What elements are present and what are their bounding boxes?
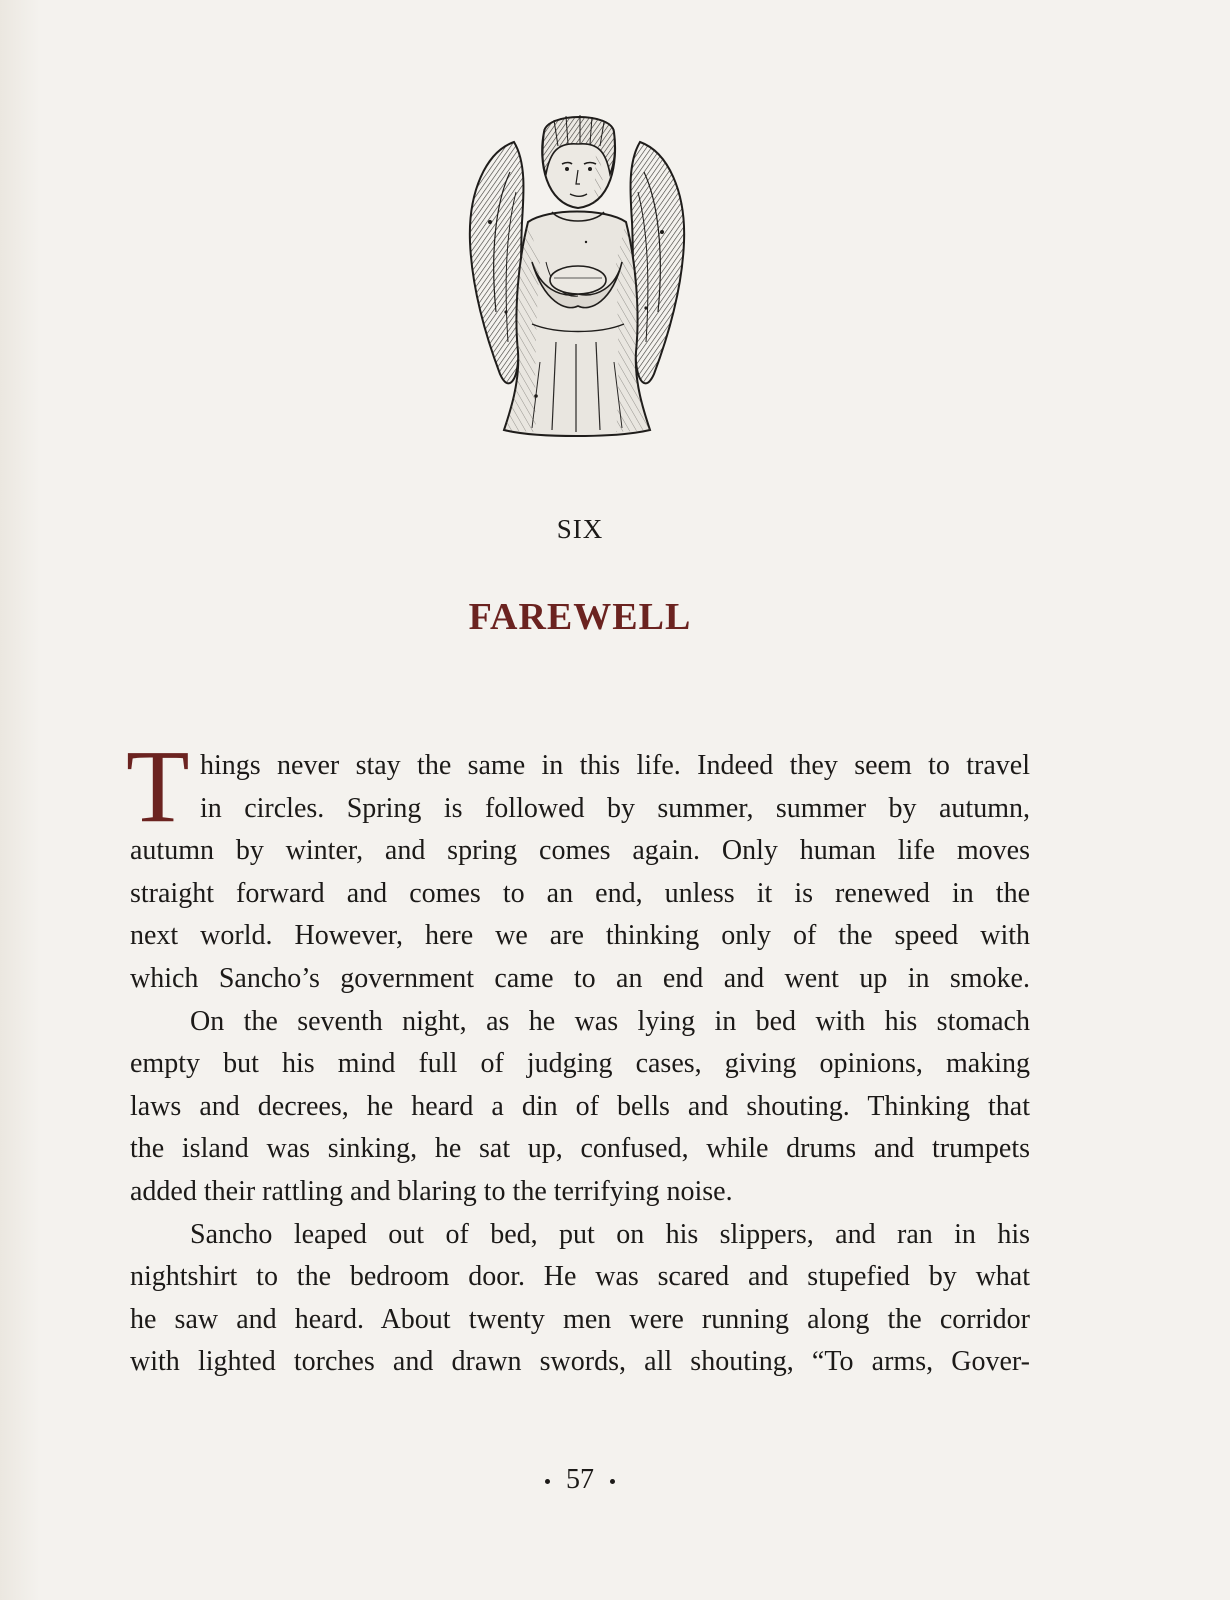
text-line: he saw and heard. About twenty men were running along the corridor: [130, 1303, 1030, 1335]
text-line: Sancho leaped out of bed, put on his slippers, and ran in his: [190, 1218, 1030, 1250]
text-line: which Sancho’s government came to an end and went up in smoke.: [130, 962, 1030, 994]
page-number-value: 57: [566, 1464, 594, 1495]
angel-figure-icon: [466, 112, 688, 450]
text-line: the island was sinking, he sat up, confused, while drums and trumpets: [130, 1133, 1030, 1165]
text-line: nightshirt to the bedroom door. He was scared and stupefied by what: [130, 1261, 1030, 1293]
text-line: in circles. Spring is followed by summer, summer by autumn,: [200, 792, 1030, 824]
folio-dot-left: [545, 1479, 550, 1484]
text-line: On the seventh night, as he was lying in bed with his stomach: [190, 1005, 1030, 1037]
chapter-title: FAREWELL: [468, 596, 692, 638]
text-line: added their rattling and blaring to the terrifying noise.: [130, 1175, 733, 1207]
body-text: [126, 729, 1030, 1384]
text-line: laws and decrees, he heard a din of bells and shouting. Thinking that: [130, 1090, 1030, 1122]
page-number: [0, 1464, 1160, 1496]
folio-dot-right: [610, 1479, 615, 1484]
drop-cap: T: [126, 729, 190, 844]
text-line: with lighted torches and drawn swords, all shouting, “To arms, Gover-: [130, 1346, 1030, 1378]
text-line: autumn by winter, and spring comes again. Only human life moves: [130, 835, 1030, 867]
chapter-number: SIX: [556, 514, 604, 544]
text-line: hings never stay the same in this life. Indeed they seem to travel: [200, 750, 1030, 781]
text-line: empty but his mind full of judging cases, giving opinions, making: [130, 1048, 1030, 1080]
text-line: next world. However, here we are thinking only of the speed with: [130, 920, 1030, 952]
text-line: straight forward and comes to an end, unless it is renewed in the: [130, 877, 1030, 909]
spine-shadow: [0, 0, 40, 1600]
